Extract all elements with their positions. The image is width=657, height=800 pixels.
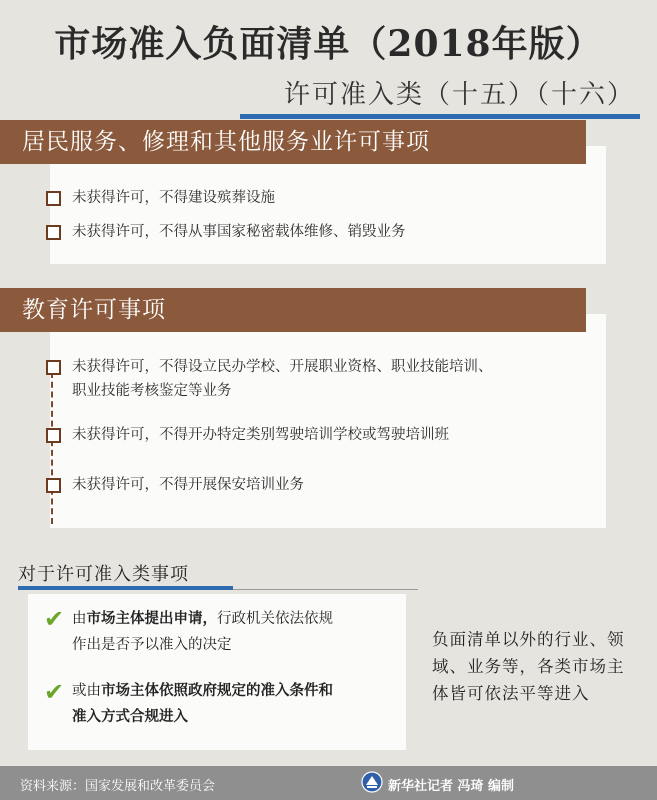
page-title: 市场准入负面清单（2018年版） [54, 23, 603, 65]
about-point [72, 606, 333, 658]
list-item: 未获得许可，不得建设殡葬设施 [72, 190, 275, 206]
checkbox-icon [46, 478, 61, 493]
page-subtitle: 许可准入类（十五）（十六） [283, 80, 635, 110]
about-point [72, 678, 333, 730]
list-item: 未获得许可，不得开办特定类别驾驶培训学校或驾驶培训班 [72, 427, 449, 443]
about-point-line2: 作出是否予以准入的决定 [72, 637, 232, 653]
list-item-line: 未获得许可，不得设立民办学校、开展职业资格、职业技能培训、 [72, 359, 493, 375]
checkbox-icon [46, 428, 61, 443]
about-point-line2: 准入方式合规进入 [72, 709, 188, 725]
xinhua-logo-icon [361, 771, 383, 793]
checkbox-icon [46, 225, 61, 240]
subtitle-underline [240, 114, 640, 119]
list-item: 未获得许可，不得开展保安培训业务 [72, 477, 304, 493]
about-point-line1: 由市场主体提出申请，行政机关依法依规 [72, 611, 333, 627]
check-icon: ✔ [44, 678, 65, 706]
list-item: 未获得许可，不得从事国家秘密载体维修、销毁业务 [72, 224, 406, 240]
side-note: 负面清单以外的行业、领域、业务等，各类市场主体皆可依法平等进入 [432, 630, 625, 703]
check-icon: ✔ [44, 605, 65, 633]
section-heading-services: 居民服务、修理和其他服务业许可事项 [0, 120, 586, 164]
about-underline [18, 586, 233, 590]
about-heading: 对于许可准入类事项 [18, 564, 189, 585]
section-heading-education: 教育许可事项 [0, 288, 586, 332]
credit-text: 新华社记者 冯琦 编制 [388, 779, 515, 794]
checkbox-icon [46, 191, 61, 206]
list-item-line: 职业技能考核鉴定等业务 [72, 383, 232, 399]
checkbox-icon [46, 360, 61, 375]
timeline-dashed-line [51, 372, 53, 524]
source-text: 资料来源：国家发展和改革委员会 [20, 779, 216, 794]
list-item [72, 355, 493, 403]
about-point-line1: 或由市场主体依照政府规定的准入条件和 [72, 683, 333, 699]
